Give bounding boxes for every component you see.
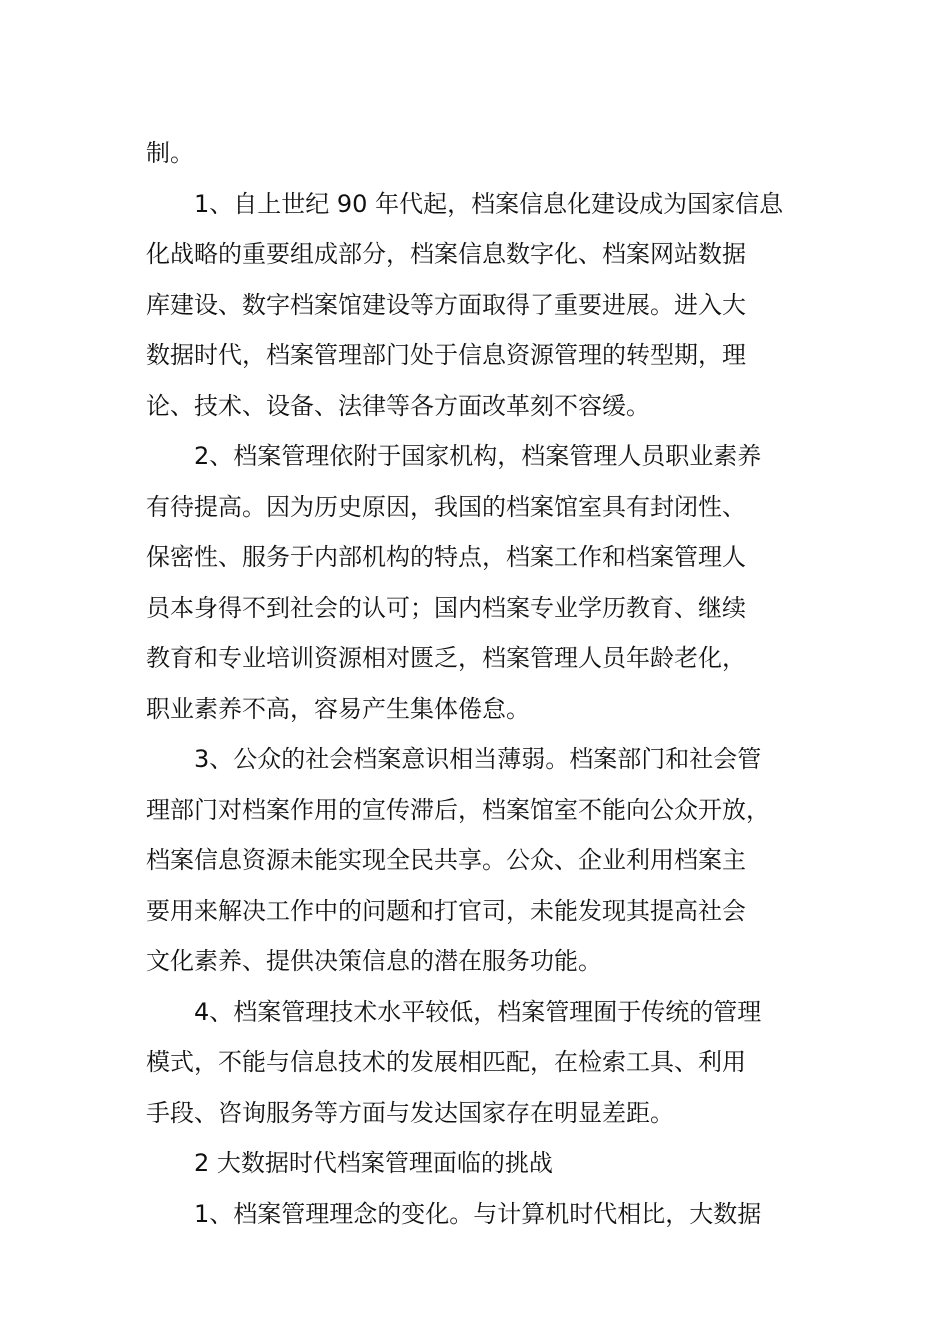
- text-line: 理部门对档案作用的宣传滞后，档案馆室不能向公众开放，: [146, 795, 770, 824]
- document-body: [146, 128, 808, 1239]
- paragraph-5-start: 1、档案管理理念的变化。与计算机时代相比，大数据: [194, 1199, 762, 1228]
- text-line: 制。: [146, 139, 194, 167]
- text-line: 化战略的重要组成部分，档案信息数字化、档案网站数据: [146, 240, 746, 268]
- paragraph-1-start: 1、自上世纪 90 年代起，档案信息化建设成为国家信息: [194, 189, 784, 218]
- paragraph-3-start: 3、公众的社会档案意识相当薄弱。档案部门和社会管: [194, 745, 762, 773]
- text-line: 模式，不能与信息技术的发展相匹配，在检索工具、利用: [146, 1048, 746, 1076]
- text-line: 要用来解决工作中的问题和打官司，未能发现其提高社会: [146, 896, 746, 925]
- text-line: 数据时代，档案管理部门处于信息资源管理的转型期，理: [146, 341, 746, 369]
- paragraph-2-start: 2、档案管理依附于国家机构，档案管理人员职业素养: [194, 442, 762, 470]
- text-line: 职业素养不高，容易产生集体倦怠。: [146, 694, 530, 723]
- text-line: 手段、咨询服务等方面与发达国家存在明显差距。: [146, 1098, 674, 1127]
- text-line: 库建设、数字档案馆建设等方面取得了重要进展。进入大: [146, 290, 746, 319]
- text-line: 档案信息资源未能实现全民共享。公众、企业利用档案主: [146, 846, 746, 874]
- text-line: 教育和专业培训资源相对匮乏，档案管理人员年龄老化，: [146, 644, 746, 672]
- text-line: 论、技术、设备、法律等各方面改革刻不容缓。: [146, 391, 650, 420]
- section-heading: 2 大数据时代档案管理面临的挑战: [194, 1149, 553, 1177]
- text-line: 有待提高。因为历史原因，我国的档案馆室具有封闭性、: [146, 492, 746, 521]
- text-line: 员本身得不到社会的认可；国内档案专业学历教育、继续: [146, 593, 746, 622]
- text-line: 文化素养、提供决策信息的潜在服务功能。: [146, 947, 602, 975]
- paragraph-4-start: 4、档案管理技术水平较低，档案管理囿于传统的管理: [194, 997, 762, 1026]
- text-line: 保密性、服务于内部机构的特点，档案工作和档案管理人: [146, 543, 746, 571]
